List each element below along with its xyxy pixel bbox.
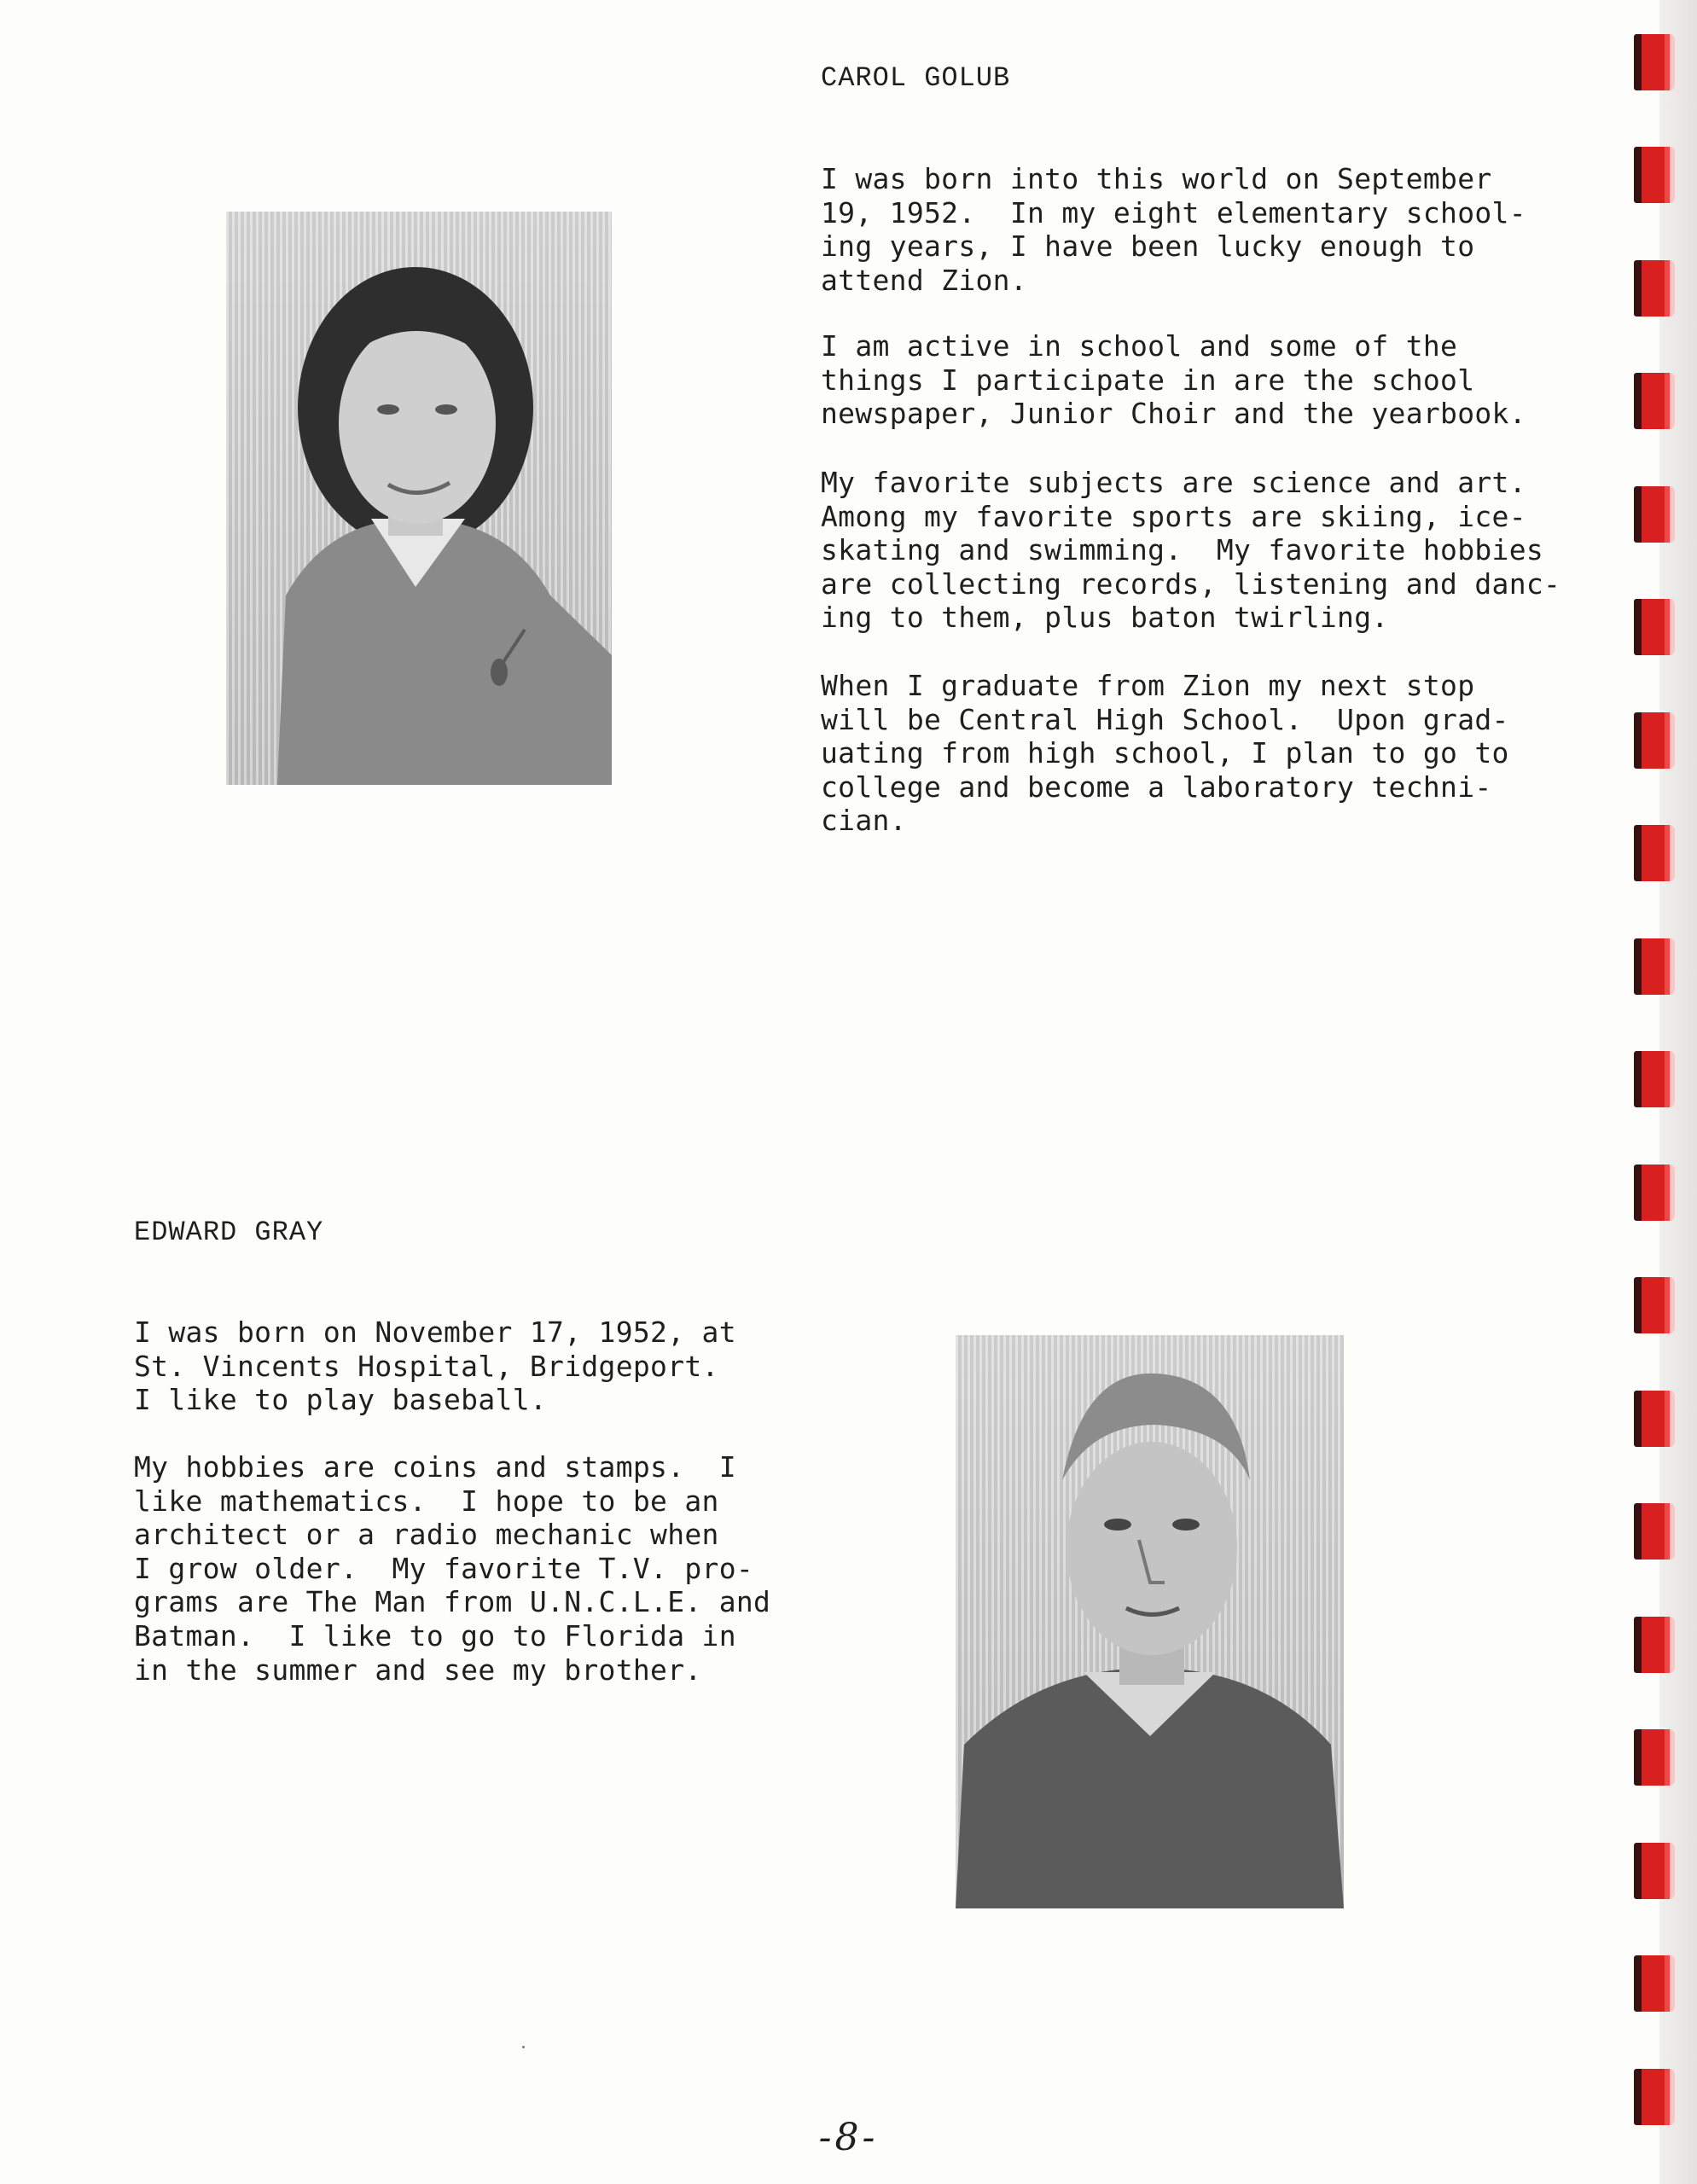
binding-coil bbox=[1634, 1955, 1675, 2012]
bio-paragraph: I am active in school and some of the things I participate in are the school newspaper, Junior Choir and the yearbook. bbox=[821, 329, 1526, 431]
bio-paragraph: My favorite subjects are science and art. Among my favorite sports are skiing, ice- skating and swimming. My favorite hobbies are collecting records, listening and danc- ing to them, plus baton twirling. bbox=[821, 466, 1561, 635]
student-name-carol: CAROL GOLUB bbox=[821, 62, 1011, 94]
binding-coil bbox=[1634, 599, 1675, 655]
binding-coil bbox=[1634, 1843, 1675, 1899]
binding-coil bbox=[1634, 1729, 1675, 1786]
portrait-photo-girl bbox=[226, 212, 612, 785]
portrait-photo-boy bbox=[956, 1335, 1344, 1908]
binding-coil bbox=[1634, 1277, 1675, 1333]
bio-paragraph: My hobbies are coins and stamps. I like mathematics. I hope to be an architect or a radio mechanic when I grow older. My favorite T.V. pro- grams are The Man from U.N.C.L.E. and Batman. I like to go to Florida in in the summer and see my brother. bbox=[134, 1450, 771, 1687]
spiral-binding bbox=[1634, 0, 1697, 2184]
portrait-boy-illustration bbox=[956, 1335, 1344, 1908]
binding-coil bbox=[1634, 147, 1675, 203]
bio-paragraph: When I graduate from Zion my next stop will be Central High School. Upon grad- uating from high school, I plan to go to college and become a laboratory techni- cian. bbox=[821, 669, 1509, 838]
paper-speck bbox=[522, 2046, 525, 2048]
student-name-edward: EDWARD GRAY bbox=[134, 1217, 324, 1248]
binding-coil bbox=[1634, 1503, 1675, 1560]
binding-coil bbox=[1634, 373, 1675, 429]
binding-coil bbox=[1634, 1165, 1675, 1221]
binding-coil bbox=[1634, 1051, 1675, 1107]
bio-paragraph: I was born on November 17, 1952, at St. Vincents Hospital, Bridgeport. I like to play baseball. bbox=[134, 1316, 736, 1417]
binding-coil bbox=[1634, 486, 1675, 543]
binding-coil bbox=[1634, 1391, 1675, 1447]
binding-coil bbox=[1634, 34, 1675, 90]
page-number: -8- bbox=[818, 2116, 879, 2159]
binding-coil bbox=[1634, 712, 1675, 769]
binding-coil bbox=[1634, 825, 1675, 881]
binding-coil bbox=[1634, 260, 1675, 317]
binding-coil bbox=[1634, 2069, 1675, 2125]
bio-paragraph: I was born into this world on September 19, 1952. In my eight elementary school- ing years, I have been lucky enough to attend Zion. bbox=[821, 162, 1526, 297]
portrait-girl-illustration bbox=[226, 212, 612, 785]
binding-coil bbox=[1634, 938, 1675, 995]
binding-coil bbox=[1634, 1617, 1675, 1673]
